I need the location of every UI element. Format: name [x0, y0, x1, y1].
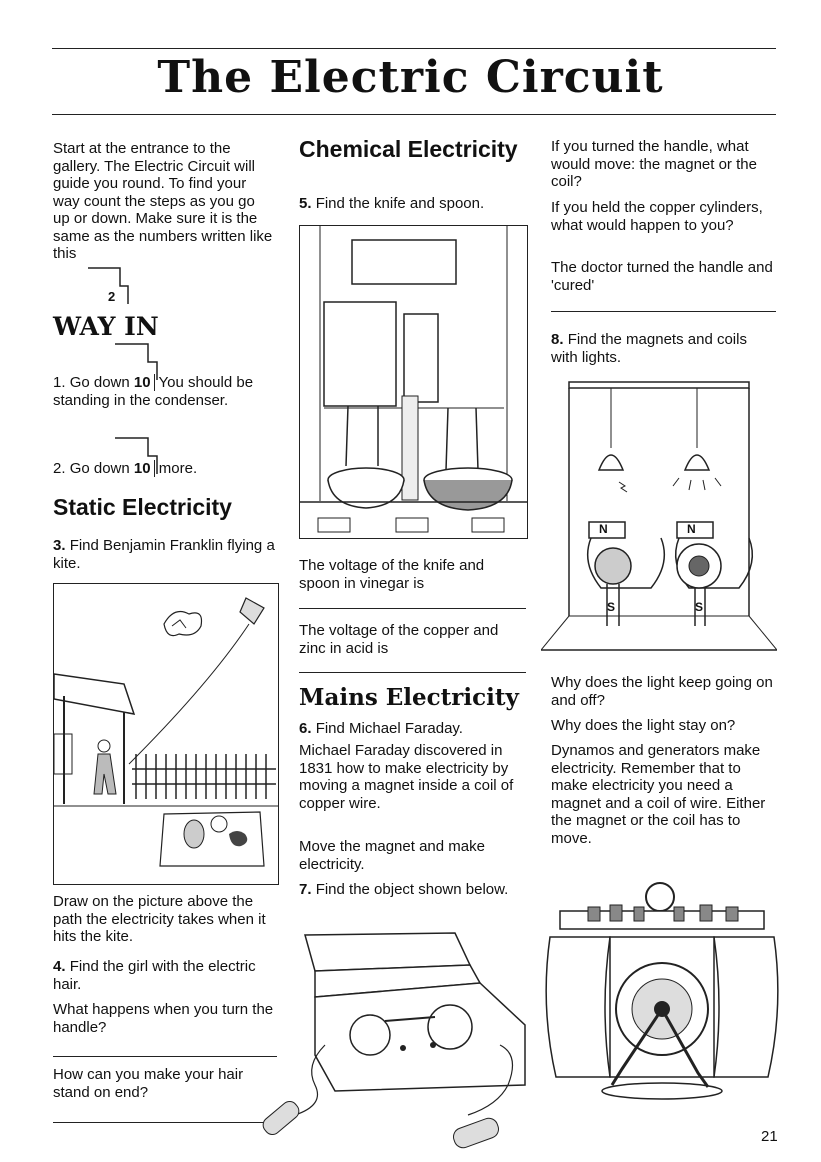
item6-text	[299, 720, 529, 738]
dynamos-text: Dynamos and generators make electricity. Remember that to make electricity you need a magnet and a coil of wire. Either the magnet or the coil has to move.	[551, 742, 766, 847]
top-rule	[52, 48, 776, 49]
item6-label: Find Michael Faraday.	[315, 720, 463, 737]
magnet-label-n-2: N	[687, 522, 696, 536]
answer-line[interactable]	[299, 608, 526, 609]
mains-heading: Mains Electricity	[299, 684, 519, 711]
dynamo-icon	[540, 877, 784, 1113]
step1-count: 10	[134, 374, 155, 391]
step-number-example	[88, 266, 138, 306]
faraday-text: Michael Faraday discovered in 1831 how to make electricity by moving a magnet inside a coil of copper wire.	[299, 742, 514, 812]
magnet-coil-icon	[541, 378, 777, 656]
shock-machine-illustration	[255, 925, 537, 1157]
step2-num: 2.	[53, 460, 66, 477]
step2-count: 10	[134, 460, 155, 477]
answer-line[interactable]	[53, 1056, 277, 1057]
step1-post: You should be standing in the condenser.	[53, 374, 254, 409]
knife-spoon-icon	[300, 226, 527, 538]
item7-num: 7.	[299, 881, 312, 898]
item4-num: 4.	[53, 958, 66, 975]
kite-illustration	[53, 583, 279, 885]
title-rule	[52, 114, 776, 115]
item5-num: 5.	[299, 195, 312, 212]
dynamo-illustration	[540, 877, 784, 1113]
question-move: If you turned the handle, what would move: the magnet or the coil?	[551, 138, 757, 190]
doctor-text: The doctor turned the handle and 'cured'	[551, 259, 773, 294]
way-in-heading: WAY IN	[53, 312, 159, 341]
answer-line[interactable]	[53, 1122, 263, 1123]
magnet-label-s: S	[607, 600, 616, 614]
voltage-knife-text: The voltage of the knife and spoon in vinegar is	[299, 557, 485, 592]
static-heading: Static Electricity	[53, 494, 232, 520]
step1-text	[53, 374, 275, 409]
item6-num: 6.	[299, 720, 312, 737]
item4-label: Find the girl with the electric hair.	[53, 958, 256, 993]
item5-label: Find the knife and spoon.	[315, 195, 485, 212]
item5-text	[299, 195, 529, 213]
item8-text	[551, 331, 776, 366]
item3-num: 3.	[53, 537, 66, 554]
chemical-heading: Chemical Electricity	[299, 136, 518, 162]
step2-post: more.	[158, 460, 198, 477]
example-number: 2	[108, 289, 116, 304]
item4-text	[53, 958, 277, 993]
item3-text	[53, 537, 275, 572]
magnet-label-n: N	[599, 522, 608, 536]
magnet-label-s-2: S	[695, 600, 704, 614]
step2-pre: Go down	[69, 460, 130, 477]
question-on-off: Why does the light keep going on and off?	[551, 674, 773, 709]
step1-pre: Go down	[69, 374, 130, 391]
item7-label: Find the object shown below.	[315, 881, 509, 898]
question-handle: What happens when you turn the handle?	[53, 1001, 274, 1036]
magnet-coil-illustration	[541, 378, 777, 656]
intro-text: Start at the entrance to the gallery. The Electric Circuit will guide you round. To find your way count the steps as you go up or down. Make sure it is the same as the numbers written like this	[53, 140, 273, 262]
question-hair: How can you make your hair stand on end?	[53, 1066, 244, 1101]
item7-text	[299, 881, 525, 899]
page-title: The Electric Circuit	[157, 52, 664, 103]
franklin-kite-icon	[54, 584, 278, 884]
answer-line[interactable]	[299, 672, 526, 673]
question-stay-on: Why does the light stay on?	[551, 717, 736, 734]
voltage-copper-text: The voltage of the copper and zinc in acid is	[299, 622, 499, 657]
move-text: Move the magnet and make electricity.	[299, 838, 485, 873]
step2-text	[53, 460, 275, 478]
answer-line[interactable]	[551, 311, 776, 312]
item3-label: Find Benjamin Franklin flying a kite.	[53, 537, 275, 572]
page-number: 21	[761, 1128, 778, 1145]
item8-num: 8.	[551, 331, 564, 348]
draw-prompt: Draw on the picture above the path the electricity takes when it hits the kite.	[53, 893, 266, 945]
item8-label: Find the magnets and coils with lights.	[551, 331, 747, 366]
knife-spoon-illustration	[299, 225, 528, 539]
step1-num: 1.	[53, 374, 66, 391]
shock-machine-icon	[255, 925, 537, 1157]
question-cylinders: If you held the copper cylinders, what would happen to you?	[551, 199, 763, 234]
